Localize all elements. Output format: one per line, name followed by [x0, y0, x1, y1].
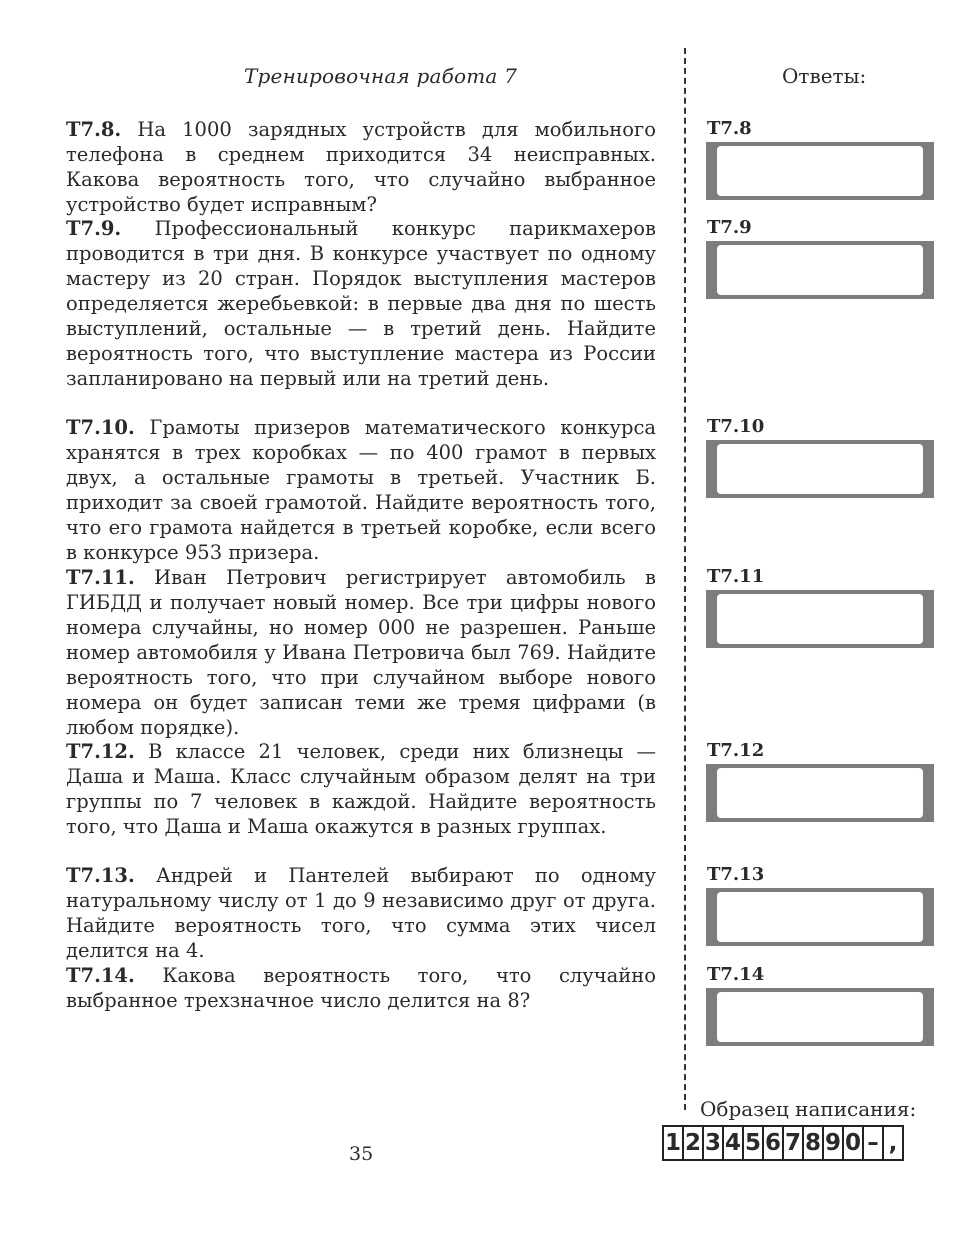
sample-char: 3 — [702, 1125, 724, 1161]
answer-field[interactable] — [717, 892, 923, 942]
page-header-title: Тренировочная работа 7 — [244, 64, 518, 88]
answer-field[interactable] — [717, 768, 923, 818]
problem-text: Андрей и Пантелей выбирают по одному натуральному числу от 1 до 9 независимо друг от друга. Найдите вероятность того, что сумма этих чисел делится на 4. — [66, 864, 656, 962]
answer-label-t7-13: T7.13 — [707, 864, 765, 885]
sample-char: – — [862, 1125, 884, 1161]
answer-label-t7-10: T7.10 — [707, 416, 765, 437]
problem-t7-14 — [66, 963, 656, 1013]
sample-char: 2 — [682, 1125, 704, 1161]
problem-t7-11 — [66, 565, 656, 740]
problem-number: T7.11. — [66, 566, 135, 589]
answers-column-title: Ответы: — [782, 64, 867, 88]
problem-text: Иван Петрович регистрирует автомобиль в ГИБДД и получает новый номер. Все три цифры нового номера случайны, но номер 000 не разрешен. Раньше номер автомобиля у Ивана Петровича был 769. Найдите вероятность того, что при случайном выборе нового номера он будет записан теми же тремя цифрами (в любом порядке). — [66, 566, 656, 739]
answer-field[interactable] — [717, 146, 923, 196]
answer-box-t7-12[interactable] — [706, 764, 934, 822]
answer-box-t7-14[interactable] — [706, 988, 934, 1046]
answer-box-t7-11[interactable] — [706, 590, 934, 648]
problem-number: T7.10. — [66, 416, 135, 439]
sample-label: Образец написания: — [700, 1097, 917, 1121]
sample-char: 1 — [662, 1125, 684, 1161]
problem-number: T7.12. — [66, 740, 135, 763]
answer-box-t7-13[interactable] — [706, 888, 934, 946]
answer-label-t7-12: T7.12 — [707, 740, 765, 761]
problem-text: Какова вероятность того, что случайно выбранное трехзначное число делится на 8? — [66, 964, 656, 1012]
sample-char: 0 — [842, 1125, 864, 1161]
answer-label-t7-8: T7.8 — [707, 118, 752, 139]
sample-char: 9 — [822, 1125, 844, 1161]
answer-label-t7-9: T7.9 — [707, 217, 752, 238]
problem-number: T7.8. — [66, 118, 122, 141]
sample-char: 6 — [762, 1125, 784, 1161]
sample-char: 7 — [782, 1125, 804, 1161]
problem-number: T7.14. — [66, 964, 135, 987]
problem-text: Профессиональный конкурс парикмахеров проводится в три дня. В конкурсе участвует по одному мастеру из 20 стран. Порядок выступления мастеров определяется жеребьевкой: в первые два дня по шесть выступлений, остальные — в третий день. Найдите вероятность того, что выступление мастера из России запланировано на первый или на третий день. — [66, 217, 656, 390]
answer-label-t7-14: T7.14 — [707, 964, 765, 985]
answer-field[interactable] — [717, 992, 923, 1042]
page-number: 35 — [349, 1143, 374, 1165]
sample-char: 4 — [722, 1125, 744, 1161]
answer-field[interactable] — [717, 245, 923, 295]
problem-text: На 1000 зарядных устройств для мобильного телефона в среднем приходится 34 неисправных. Какова вероятность того, что случайно выбранное устройство будет исправным? — [66, 118, 656, 216]
problem-t7-9 — [66, 216, 656, 391]
problem-text: Грамоты призеров математического конкурса хранятся в трех коробках — по 400 грамот в первых двух, а остальные грамоты в третьей. Участник Б. приходит за своей грамотой. Найдите вероятность того, что его грамота найдется в третьей коробке, если всего в конкурсе 953 призера. — [66, 416, 656, 564]
problem-number: T7.9. — [66, 217, 122, 240]
problem-t7-12 — [66, 739, 656, 839]
problem-t7-10 — [66, 415, 656, 565]
problem-text: В классе 21 человек, среди них близнецы — Даша и Маша. Класс случайным образом делят на три группы по 7 человек в каждой. Найдите вероятность того, что Даша и Маша окажутся в разных группах. — [66, 740, 656, 838]
sample-char: 8 — [802, 1125, 824, 1161]
answer-box-t7-8[interactable] — [706, 142, 934, 200]
answer-field[interactable] — [717, 594, 923, 644]
answer-label-t7-11: T7.11 — [707, 566, 765, 587]
sample-char: , — [882, 1125, 904, 1161]
answer-box-t7-9[interactable] — [706, 241, 934, 299]
dashed-divider — [684, 48, 686, 1110]
answer-field[interactable] — [717, 444, 923, 494]
problem-t7-13 — [66, 863, 656, 963]
problem-number: T7.13. — [66, 864, 135, 887]
answer-box-t7-10[interactable] — [706, 440, 934, 498]
sample-characters — [662, 1125, 902, 1161]
problem-t7-8 — [66, 117, 656, 217]
sample-char: 5 — [742, 1125, 764, 1161]
